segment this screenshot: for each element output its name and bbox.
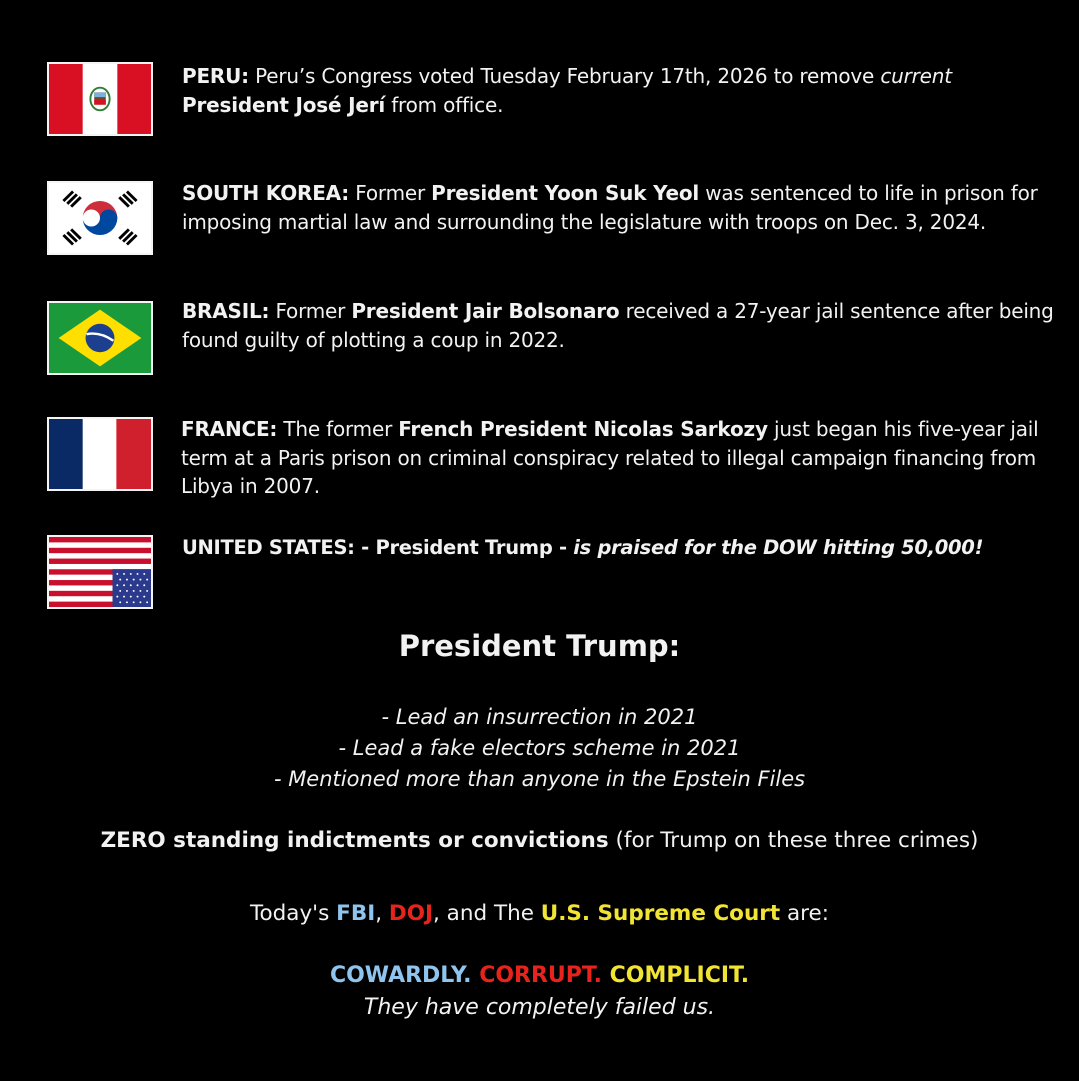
fbi-label: FBI xyxy=(336,901,376,926)
doj-label: DOJ xyxy=(388,901,434,926)
summary-heading: President Trump: xyxy=(398,629,681,663)
bullet-item: - Lead an insurrection in 2021 xyxy=(381,705,698,729)
supreme-court-label: U.S. Supreme Court xyxy=(540,901,781,926)
brazil-flag-icon xyxy=(47,301,153,375)
agencies-line: Today's FBI, DOJ, and The U.S. Supreme Court are: xyxy=(250,901,829,926)
item-text: PERU: Peru’s Congress voted Tuesday February 17th, 2026 to remove current President José Jerí from office. xyxy=(182,64,952,117)
france-flag-icon xyxy=(47,417,153,491)
bullet-item: - Mentioned more than anyone in the Epstein Files xyxy=(273,767,806,791)
corrupt-word: CORRUPT. xyxy=(479,963,602,988)
item-text: UNITED STATES: - President Trump - is praised for the DOW hitting 50,000! xyxy=(182,536,984,559)
zero-indictments-line: ZERO standing indictments or convictions (for Trump on these three crimes) xyxy=(100,828,979,853)
item-text: FRANCE: The former French President Nicolas Sarkozy just began his five-year jail term at a Paris prison on criminal conspiracy related to illegal campaign financing from Libya in 2007. xyxy=(181,417,1039,498)
bullet-list xyxy=(0,702,1079,795)
cowardly-word: COWARDLY. xyxy=(329,963,472,988)
complicit-word: COMPLICIT. xyxy=(609,963,750,988)
country-label: FRANCE: xyxy=(181,417,278,441)
item-text: SOUTH KOREA: Former President Yoon Suk Yeol was sentenced to life in prison for imposing martial law and surrounding the legislature with troops on Dec. 3, 2024. xyxy=(182,181,1038,234)
country-label: BRASIL: xyxy=(182,299,270,323)
tagline: They have completely failed us. xyxy=(363,995,716,1020)
country-label: SOUTH KOREA: xyxy=(182,181,350,205)
country-label: PERU: xyxy=(182,64,249,88)
bullet-item: - Lead a fake electors scheme in 2021 xyxy=(338,736,741,760)
south-korea-flag-icon xyxy=(47,181,153,255)
peru-flag-icon xyxy=(47,62,153,136)
verdict-line xyxy=(0,963,1079,988)
item-text: BRASIL: Former President Jair Bolsonaro received a 27-year jail sentence after being found guilty of plotting a coup in 2022. xyxy=(182,299,1054,352)
country-label: UNITED STATES: - President Trump - xyxy=(182,536,574,559)
upside-down-us-flag-icon xyxy=(47,535,153,609)
